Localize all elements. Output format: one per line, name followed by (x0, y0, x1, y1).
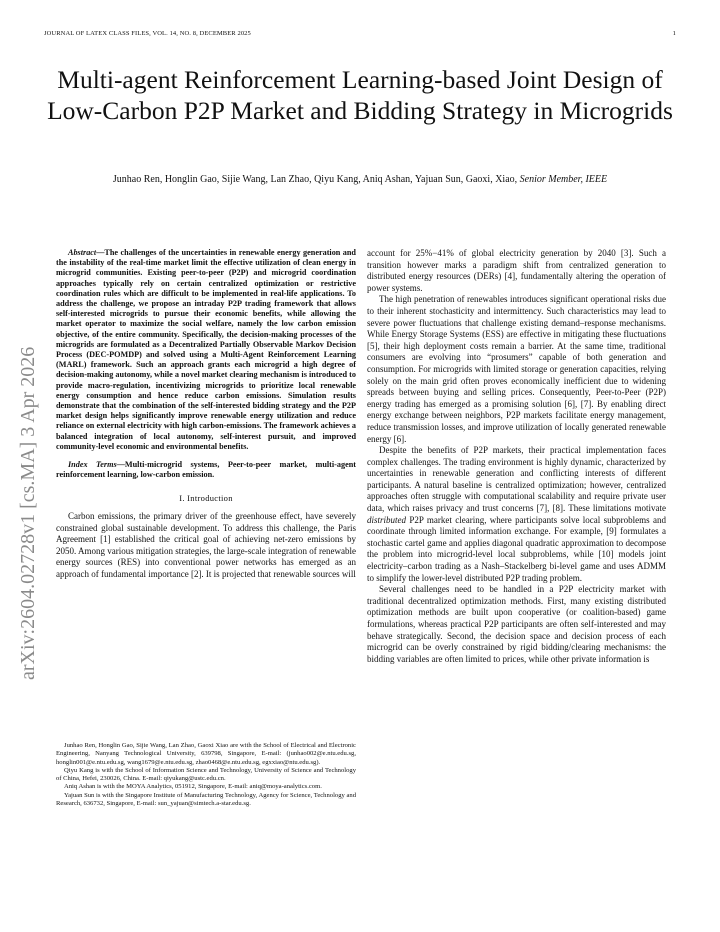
author-list (60, 173, 660, 187)
footnote: Junhao Ren, Honglin Gao, Sijie Wang, Lan Zhao, Gaoxi Xiao are with the School of Electrical and Electronic Engineering, Nanyang Technological University, 639798, Singapore, E-mail: (junhao002@e.ntu.edu.sg, honglin001@e.ntu.edu.sg, wang1679@e.ntu.edu.sg, zhao0468@e.ntu.edu.sg, egxxiao@ntu.edu.sg). (56, 742, 356, 766)
body-paragraph: Several challenges need to be handled in a P2P electricity market with traditional decentralized optimization methods. First, many existing distributed optimization methods are built upon cooperative (or coalition-based) game formulations, whereas practical P2P participants are often self-interested and may behave strategically. Second, the decision space and decision process of each microgrid can be overly constrained by rigid bidding/clearing mechanisms: the bidding variables are often limited to prices, while other private information is (367, 584, 666, 664)
footnote: Aniq Ashan is with the MOYA Analytics, 051912, Singapore, E-mail: aniq@moya-analytics.com. (64, 783, 322, 791)
page-number: 1 (672, 30, 676, 37)
emphasis-text: distributed (367, 514, 407, 525)
body-text: Despite the benefits of P2P markets, their practical implementation faces complex challenges. The trading environment is highly dynamic, characterized by uncertainties in renewable generation and conflicting interests of different participants. A natural baseline is centralized optimization; however, centralized approaches often struggle with computational scalability and require private user data, which raises privacy and trust concerns [7], [8]. These limitations motivate (367, 445, 666, 514)
abstract-text: —The challenges of the uncertainties in renewable energy generation and the instability of the real-time market limit the effective utilization of clean energy in microgrid communities. Existing peer-to-peer (P2P) and microgrid coordination approaches typically rely on certain centralized optimization or restrictive coordination rules which are difficult to be implemented in real-life applications. To address the challenge, we propose an intraday P2P trading framework that allows self-interested microgrids to pursue their economic benefits, while allowing the market operator to maximize the social welfare, namely the low carbon emission objective, of the entire community. Specifically, the decision-making processes of the microgrids are formulated as a Decentralized Partially Observable Markov Decision Process (DEC-POMDP) and solved using a Multi-Agent Reinforcement Learning (MARL) framework. Such an approach grants each microgrid a high degree of decision-making autonomy, while a novel market clearing mechanism is introduced to provide macro-regulation, incentivizing microgrids to prioritize local renewable energy consumption and hence reduce carbon emissions. Simulation results demonstrate that the combination of the self-interested bidding strategy and the P2P market design helps significantly improve renewable energy utilization and reduce reliance on external electricity with high carbon-emissions. The framework achieves a balanced integration of local autonomy, self-interest pursuit, and improved community-level economic and environmental benefits. (56, 248, 356, 451)
body-paragraph: The high penetration of renewables introduces significant operational risks due to their inherent stochasticity and intermittency. Such characteristics may lead to severe power fluctuations that challenge existing demand–response mechanisms. While Energy Storage Systems (ESS) are effective in mitigating these fluctuations [5], their high deployment costs remain a barrier. At the same time, traditional consumers are evolving into “prosumers” capable of both generation and consumption. For microgrids with limited storage or generation capacities, relying solely on the main grid often proves economically inefficient due to widening spreads between buying and selling prices. Consequently, Peer-to-Peer (P2P) energy trading has emerged as a promising solution [6], [7]. By enabling direct energy exchange between neighbors, P2P markets facilitate energy management, reduce transmission losses, and improve utilization of locally generated renewable energy [6]. (367, 294, 666, 444)
intro-paragraph: Carbon emissions, the primary driver of the greenhouse effect, have severely constrained global sustainable development. To address this challenge, the Paris Agreement [1] established the critical goal of achieving net-zero emissions by 2050. Among various mitigation strategies, the large-scale integration of renewable energy sources (RES) into conventional power networks has emerged as an approach of fundamental importance [2]. It is projected that renewable sources will (56, 511, 356, 580)
abstract (56, 248, 356, 452)
authors-membership: Senior Member, IEEE (519, 174, 608, 185)
journal-header: JOURNAL OF LATEX CLASS FILES, VOL. 14, NO. 8, DECEMBER 2025 (44, 30, 251, 37)
footnote: Yajuan Sun is with the Singapore Institute of Manufacturing Technology, Agency for Science, Technology and Research, 636732, Singapore, E-mail: sun_yajuan@simtech.a-star.edu.sg. (56, 791, 356, 808)
arxiv-stamp: arXiv:2604.02728v1 [cs.MA] 3 Apr 2026 (17, 346, 39, 680)
body-text: P2P market clearing, where participants solve local subproblems and coordinate through limited information exchange. For example, [9] formulates a stochastic cartel game and applies diagonal quadratic approximation to decompose the problem into microgrid-level local subproblems, while [10] models joint electricity–carbon trading as a Nash–Stackelberg bi-level game and uses ADMM to simplify the lower-level distributed P2P trading problem. (367, 514, 666, 583)
affiliation-footnotes (56, 742, 356, 808)
left-column (56, 248, 356, 581)
index-terms (56, 460, 356, 480)
paper-title: Multi-agent Reinforcement Learning-based Joint Design of Low-Carbon P2P Market and Bidding Strategy in Microgrids (47, 65, 673, 125)
index-terms-label: Index Terms (68, 460, 117, 470)
running-header (44, 30, 676, 37)
body-paragraph (367, 445, 666, 584)
index-terms-text: —Multi-microgrid systems, Peer-to-peer market, multi-agent reinforcement learning, low-carbon emission. (56, 460, 356, 480)
body-paragraph: account for 25%−41% of global electricity generation by 2040 [3]. Such a transition however marks a paradigm shift from centralized generation to distributed energy resources (DERs) [4], fundamentally altering the operation of power systems. (367, 248, 666, 293)
abstract-label: Abstract (68, 248, 97, 257)
right-column (367, 248, 666, 665)
footnote: Qiyu Kang is with the School of Information Science and Technology, University of Science and Technology of China, Hefei, 230026, China. E-mail: qiyukang@ustc.edu.cn. (56, 766, 356, 783)
section-heading: I. Introduction (179, 493, 233, 504)
authors-names: Junhao Ren, Honglin Gao, Sijie Wang, Lan Zhao, Qiyu Kang, Aniq Ashan, Yajuan Sun, Gaoxi, Xiao, (112, 174, 520, 185)
